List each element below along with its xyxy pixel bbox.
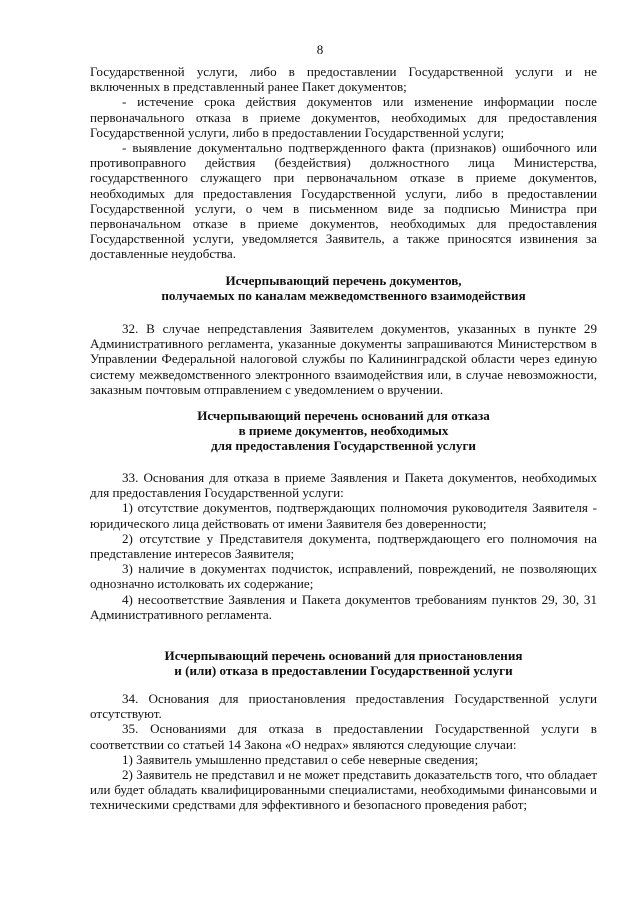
heading-line: Исчерпывающий перечень документов, [225,273,462,288]
heading-line: Исчерпывающий перечень оснований для приостановления [164,648,523,663]
heading-line: для предоставления Государственной услуги [211,438,476,454]
section-heading [90,648,597,678]
section-heading [90,273,597,303]
list-item: 1) Заявитель умышленно представил о себе неверные сведения; [122,751,479,767]
list-item: 3) наличие в документах подчисток, исправлений, повреждений, не позволяющих однозначно истолковать их содержание; [90,561,597,592]
heading-line: и (или) отказа в предоставлении Государственной услуги [174,663,513,679]
page-number: 8 [316,42,324,57]
section-34-35 [90,691,597,813]
heading-line: получаемых по каналам межведомственного взаимодействия [161,288,526,304]
section-33 [90,470,597,622]
section-heading [90,408,597,454]
paragraph-32 [90,321,597,397]
paragraph: 32. В случае непредставления Заявителем документов, указанных в пункте 29 Административного регламента, указанные документы запрашиваются Министерством в Управлении Федеральной налоговой службы по Калининградской области через единую систему межведомственного электронного взаимодействия или, в случае невозможности, заказным почтовым отправлением с уведомлением о вручении. [90,321,597,397]
heading-line: Исчерпывающий перечень оснований для отказа [197,408,490,423]
list-item: 1) отсутствие документов, подтверждающих полномочия руководителя Заявителя - юридического лица действовать от имени Заявителя без доверенности; [90,500,597,531]
paragraph: - выявление документально подтвержденного факта (признаков) ошибочного или противоправного действия (бездействия) должностного лица Министерства, государственного служащего при первоначальном отказе в приеме документов, необходимых для предоставления Государственной услуги, либо в предоставлении Государственной услуги, о чем в письменном виде за подписью Министра при первоначальном отказе в приеме документов, необходимых для предоставления Государственной услуги, уведомляется Заявитель, а также приносятся извинения за доставленные неудобства. [90,140,597,262]
paragraph: 35. Основаниями для отказа в предоставлении Государственной услуги в соответствии со статьей 14 Закона «О недрах» являются следующие случаи: [90,721,597,752]
list-item: 2) Заявитель не представил и не может представить доказательств того, что обладает или будет обладать квалифицированными специалистами, необходимыми финансовыми и техническими средствами для эффективного и безопасного проведения работ; [90,767,597,813]
paragraph: 34. Основания для приостановления предоставления Государственной услуги отсутствуют. [90,691,597,722]
paragraph: - истечение срока действия документов или изменение информации после первоначального отказа в приеме документов, необходимых для предоставления Государственной услуги, либо в предоставлении Государственной услуги; [90,94,597,140]
paragraph: Государственной услуги, либо в предоставлении Государственной услуги и не включенных в представленный ранее Пакет документов; [90,64,597,95]
heading-line: в приеме документов, необходимых [238,423,449,439]
list-item: 4) несоответствие Заявления и Пакета документов требованиям пунктов 29, 30, 31 Административного регламента. [90,591,597,622]
intro-block [90,64,597,262]
paragraph: 33. Основания для отказа в приеме Заявления и Пакета документов, необходимых для предоставления Государственной услуги: [90,470,597,501]
list-item: 2) отсутствие у Представителя документа, подтверждающего его полномочия на представление интересов Заявителя; [90,530,597,562]
